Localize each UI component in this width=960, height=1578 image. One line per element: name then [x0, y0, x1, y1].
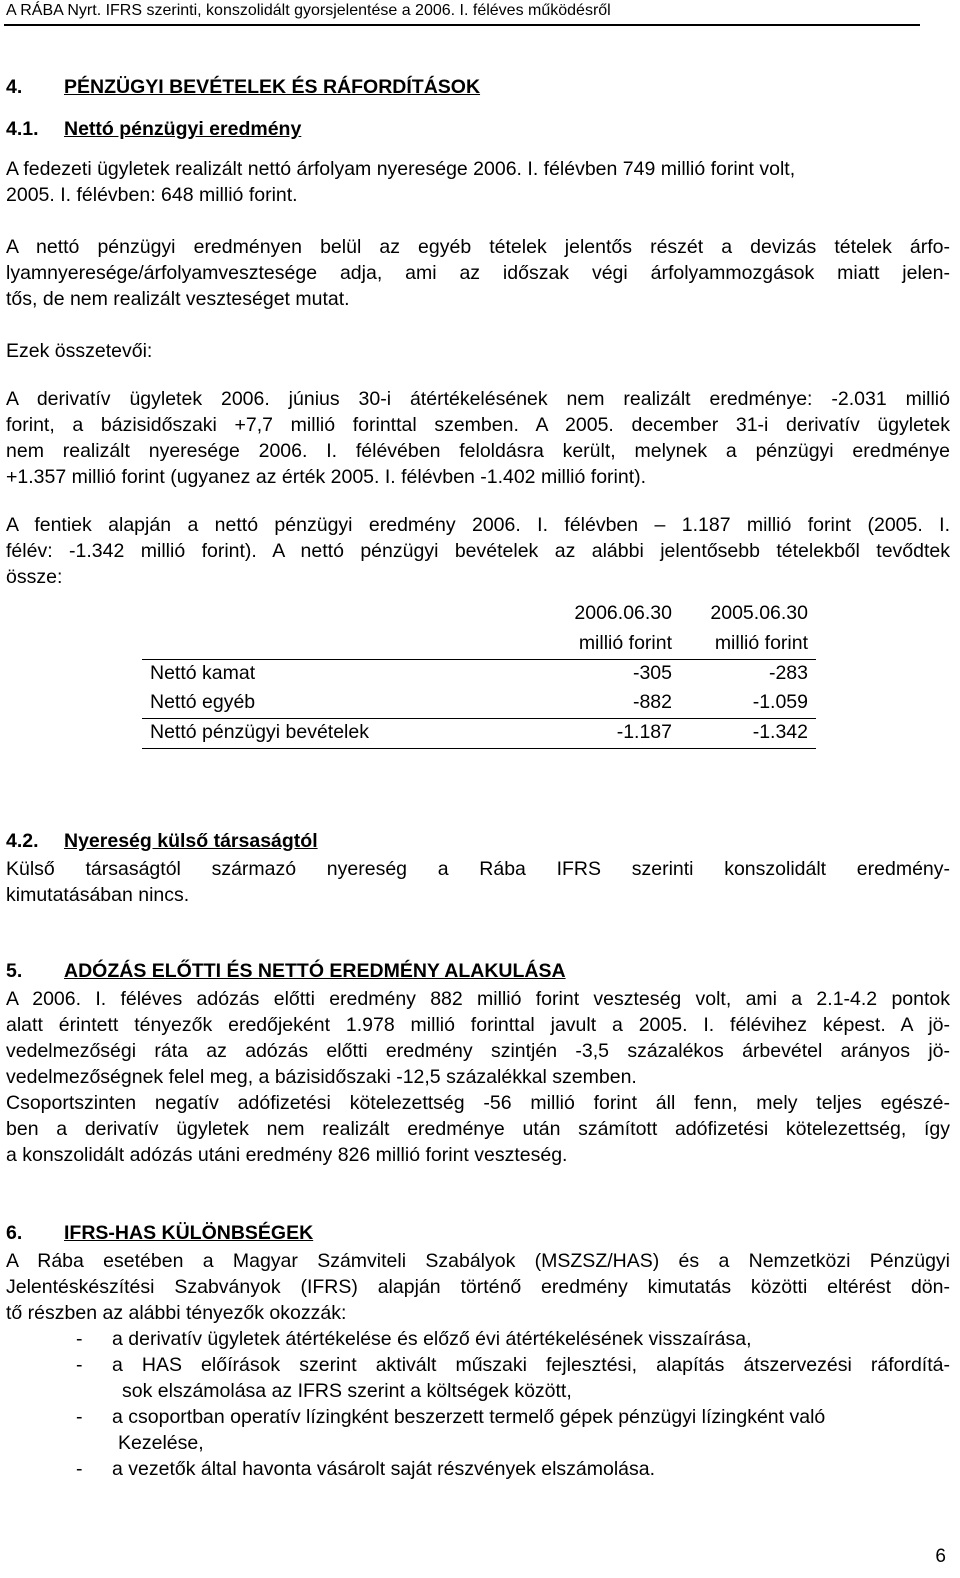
table-bottom-rule — [142, 748, 816, 749]
list-item-text: a vezetők által havonta vásárolt saját részvények elszámolása. — [112, 1458, 656, 1480]
table-row-total — [142, 721, 812, 747]
row-label: Nettó egyéb — [150, 691, 256, 713]
table-header-units — [142, 632, 812, 658]
paragraph-external-line-1: Külső társaságtól származó nyereség a Rába IFRS szerinti konszolidált eredmény- — [6, 858, 950, 880]
section-6-heading — [6, 1222, 606, 1248]
section-5-line-2: alatt érintett tényezők eredőjeként 1.978 millió forinttal javult a 2005. I. félévihez képest. A jö- — [6, 1014, 950, 1036]
section-5-title: ADÓZÁS ELŐTTI ÉS NETTÓ EREDMÉNY ALAKULÁSA — [64, 960, 566, 982]
paragraph-derivative-line-4: +1.357 millió forint (ugyanez az érték 2005. I. félévben -1.402 millió forint). — [6, 466, 647, 488]
list-dash: - — [76, 1328, 83, 1350]
col-2006-unit: millió forint — [578, 632, 672, 654]
section-5-line-1: A 2006. I. féléves adózás előtti eredmény 882 millió forint veszteség volt, ami a 2.1-4.2 pontok — [6, 988, 950, 1010]
financial-income-table — [142, 602, 816, 752]
section-5-line-6: ben a derivatív ügyletek nem realizált eredménye után számított adófizetési kötelezettség, így — [6, 1118, 950, 1140]
paragraph-derivative-line-1: A derivatív ügyletek 2006. június 30-i átértékelésének nem realizált eredménye: -2.031 millió — [6, 388, 950, 410]
list-item-continuation: sok elszámolása az IFRS szerint a költségek között, — [122, 1380, 572, 1402]
list-item — [76, 1352, 952, 1378]
section-5-line-4: vedelmezőségnek felel meg, a bázisidőszaki -12,5 százalékkal szemben. — [6, 1066, 637, 1088]
paragraph-fx-line-2: lyamnyeresége/árfolyamvesztesége adja, ami az időszak végi árfolyammozgások miatt jelen- — [6, 262, 950, 284]
subsection-4-1-heading — [6, 118, 506, 144]
paragraph-summary-line-2: félév: -1.342 millió forint). A nettó pénzügyi bevételek az alábbi jelentősebb tételekből tevődtek — [6, 540, 950, 562]
subsection-4-1-title: Nettó pénzügyi eredmény — [64, 118, 302, 140]
section-6-line-3: tő részben az alábbi tényezők okozzák: — [6, 1302, 347, 1324]
table-header-dates — [142, 602, 812, 628]
section-5-number: 5. — [6, 960, 23, 982]
row-label: Nettó pénzügyi bevételek — [150, 721, 369, 743]
row-label: Nettó kamat — [150, 662, 256, 684]
table-subtotal-rule — [142, 718, 816, 719]
section-5-line-3: vedelmezőségi ráta az adózás előtti eredmény szintjén -3,5 százalékos árbevétel arányos jö- — [6, 1040, 950, 1062]
section-4-heading — [6, 76, 706, 102]
col-2005-date: 2005.06.30 — [710, 602, 808, 624]
table-row — [142, 662, 812, 688]
header-rule — [4, 24, 920, 26]
row-value-2005: -1.342 — [752, 721, 808, 743]
list-dash: - — [76, 1458, 83, 1480]
list-item-text: a csoportban operatív lízingként beszerzett termelő gépek pénzügyi lízingként való — [112, 1406, 826, 1428]
section-4-number: 4. — [6, 76, 23, 98]
list-item-text: a HAS előírások szerint aktivált műszaki fejlesztési, alapítás átszervezési ráfordítá- — [112, 1354, 950, 1376]
table-row — [142, 691, 812, 717]
list-dash: - — [76, 1354, 83, 1376]
paragraph-hedging-line-1: A fedezeti ügyletek realizált nettó árfolyam nyeresége 2006. I. félévben 749 millió forint volt, — [6, 158, 796, 180]
page-number: 6 — [935, 1546, 946, 1567]
row-value-2005: -1.059 — [752, 691, 808, 713]
list-item-text: a derivatív ügyletek átértékelése és előző évi átértékelésének visszaírása, — [112, 1328, 752, 1350]
running-header: A RÁBA Nyrt. IFRS szerinti, konszolidált gyorsjelentése a 2006. I. féléves működésről — [6, 2, 611, 19]
paragraph-fx-line-1: A nettó pénzügyi eredményen belül az egyéb tételek jelentős részét a devizás tételek árfo- — [6, 236, 950, 258]
section-5-line-5: Csoportszinten negatív adófizetési kötelezettség -56 millió forint áll fenn, mely teljes egészé- — [6, 1092, 950, 1114]
row-value-2006: -305 — [632, 662, 672, 684]
paragraph-derivative-line-2: forint, a bázisidőszaki +7,7 millió forinttal szemben. A 2005. december 31-i derivatív ügyletek — [6, 414, 950, 436]
subsection-4-1-number: 4.1. — [6, 118, 39, 140]
subsection-4-2-number: 4.2. — [6, 830, 39, 852]
paragraph-derivative-line-3: nem realizált nyeresége 2006. I. félévében feloldásra került, melynek a pénzügyi eredménye — [6, 440, 950, 462]
paragraph-fx-line-3: tős, de nem realizált veszteséget mutat. — [6, 288, 350, 310]
col-2006-date: 2006.06.30 — [574, 602, 672, 624]
paragraph-external-line-2: kimutatásában nincs. — [6, 884, 190, 906]
section-6-title: IFRS-HAS KÜLÖNBSÉGEK — [64, 1222, 314, 1244]
list-dash: - — [76, 1406, 83, 1428]
col-2005-unit: millió forint — [714, 632, 808, 654]
paragraph-hedging-line-2: 2005. I. félévben: 648 millió forint. — [6, 184, 298, 206]
section-6-line-1: A Rába esetében a Magyar Számviteli Szabályok (MSZSZ/HAS) és a Nemzetközi Pénzügyi — [6, 1250, 950, 1272]
row-value-2006: -882 — [632, 691, 672, 713]
list-item — [76, 1326, 946, 1352]
paragraph-summary-line-3: össze: — [6, 566, 63, 588]
row-value-2006: -1.187 — [616, 721, 672, 743]
paragraph-summary-line-1: A fentiek alapján a nettó pénzügyi eredmény 2006. I. félévben – 1.187 millió forint (2005. I. — [6, 514, 950, 536]
section-6-number: 6. — [6, 1222, 23, 1244]
components-label: Ezek összetevői: — [6, 340, 153, 362]
table-header-rule — [142, 659, 816, 660]
subsection-4-2-title: Nyereség külső társaságtól — [64, 830, 318, 852]
section-4-title: PÉNZÜGYI BEVÉTELEK ÉS RÁFORDÍTÁSOK — [64, 76, 481, 98]
row-value-2005: -283 — [768, 662, 808, 684]
section-6-line-2: Jelentéskészítési Szabványok (IFRS) alapján történő eredmény kimutatás közötti eltérést dön- — [6, 1276, 950, 1298]
list-item-continuation: Kezelése, — [118, 1432, 204, 1454]
section-5-heading — [6, 960, 706, 986]
subsection-4-2-heading — [6, 830, 506, 856]
list-item — [76, 1456, 946, 1482]
list-item — [76, 1404, 946, 1430]
section-5-line-7: a konszolidált adózás utáni eredmény 826 millió forint veszteség. — [6, 1144, 568, 1166]
